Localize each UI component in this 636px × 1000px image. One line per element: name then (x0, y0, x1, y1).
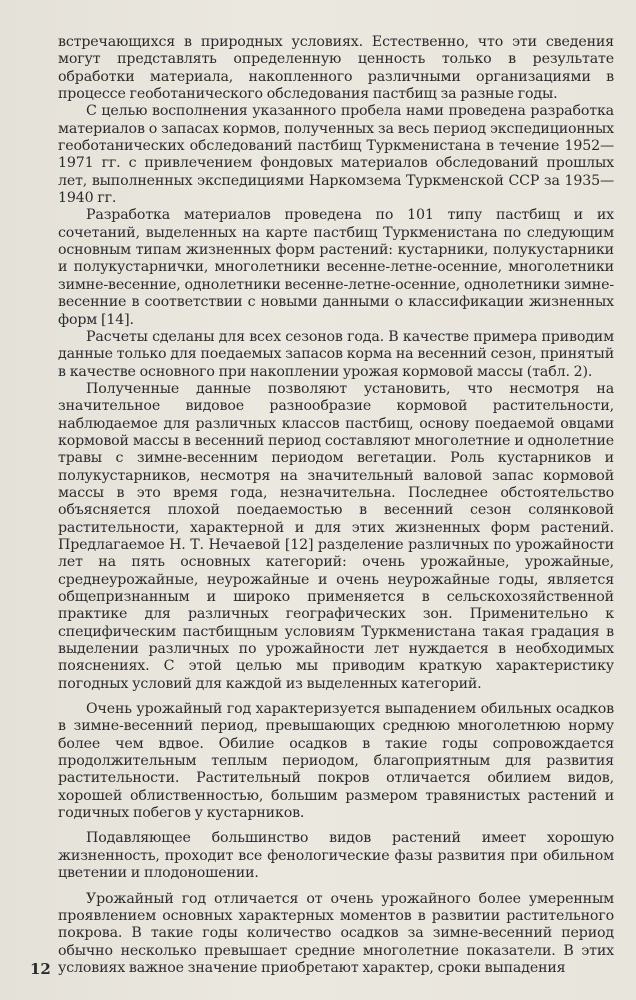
page-text-body (58, 34, 614, 977)
paragraph-2: С целью восполнения указанного пробела нами проведена разработка материалов о запасах кормов, полученных за весь период экспедиционных геоботанических обследований пастбищ Туркменистана в течение 1952—1971 гг. с привлечением фондовых материалов обследований прошлых лет, выполненных экспедициями Наркомзема Туркменской ССР за 1935—1940 гг. (58, 103, 614, 207)
paragraph-8: Урожайный год отличается от очень урожайного более умеренным проявлением основных характерных моментов в развитии растительного покрова. В такие годы количество осадков за зимне-весенний период обычно несколько превышает средние многолетние показатели. В этих условиях важное значение приобретают характер, сроки выпадения (58, 890, 614, 976)
paragraph-1: встречающихся в природных условиях. Естественно, что эти сведения могут представлять определенную ценность только в результате обработки материала, накопленного различными организациями в процессе геоботанического обследования пастбищ за разные годы. (58, 34, 614, 103)
paragraph-4: Расчеты сделаны для всех сезонов года. В качестве примера приводим данные только для поедаемых запасов корма на весенний сезон, принятый в качестве основного при накоплении урожая кормовой массы (табл. 2). (58, 328, 614, 380)
paragraph-3: Разработка материалов проведена по 101 типу пастбищ и их сочетаний, выделенных на карте пастбищ Туркменистана по следующим основным типам жизненных форм растений: кустарники, полукустарники и полукустарнички, многолетники весенне-летне-осенние, многолетники зимне-весенние, однолетники весенне-летне-осенние, однолетники зимне-весенние в соответствии с новыми данными о классификации жизненных форм [14]. (58, 207, 614, 328)
paragraph-7: Подавляющее большинство видов растений имеет хорошую жизненность, проходит все фенологические фазы развития при обильном цветении и плодоношении. (58, 830, 614, 882)
page-number: 12 (30, 960, 51, 978)
paragraph-5: Полученные данные позволяют установить, что несмотря на значительное видовое разнообразие кормовой растительности, наблюдаемое для различных классов пастбищ, основу поедаемой овцами кормовой массы в весенний период составляют многолетние и однолетние травы с зимне-весенним периодом вегетации. Роль кустарников и полукустарников, несмотря на значительный валовой запас кормовой массы в это время года, незначительна. Последнее обстоятельство объясняется плохой поедаемостью в весенний сезон солянковой растительности, характерной и для этих жизненных форм растений. Предлагаемое Н. Т. Нечаевой [12] разделение различных по урожайности лет на пять основных категорий: очень урожайные, урожайные, среднеурожайные, неурожайные и очень неурожайные годы, является общепризнанным и широко применяется в сельскохозяйственной практике для различных географических зон. Применительно к специфическим пастбищным условиям Туркменистана такая градация в выделении различных по урожайности лет нуждается в необходимых пояснениях. С этой целью мы приводим краткую характеристику погодных условий для каждой из выделенных категорий. (58, 380, 614, 692)
paragraph-6: Очень урожайный год характеризуется выпадением обильных осадков в зимне-весенний период, превышающих среднюю многолетнюю норму более чем вдвое. Обилие осадков в такие годы сопровождается продолжительным теплым периодом, благоприятным для развития растительности. Растительный покров отличается обилием видов, хорошей облиственностью, большим размером травянистых растений и годичных побегов у кустарников. (58, 701, 614, 822)
